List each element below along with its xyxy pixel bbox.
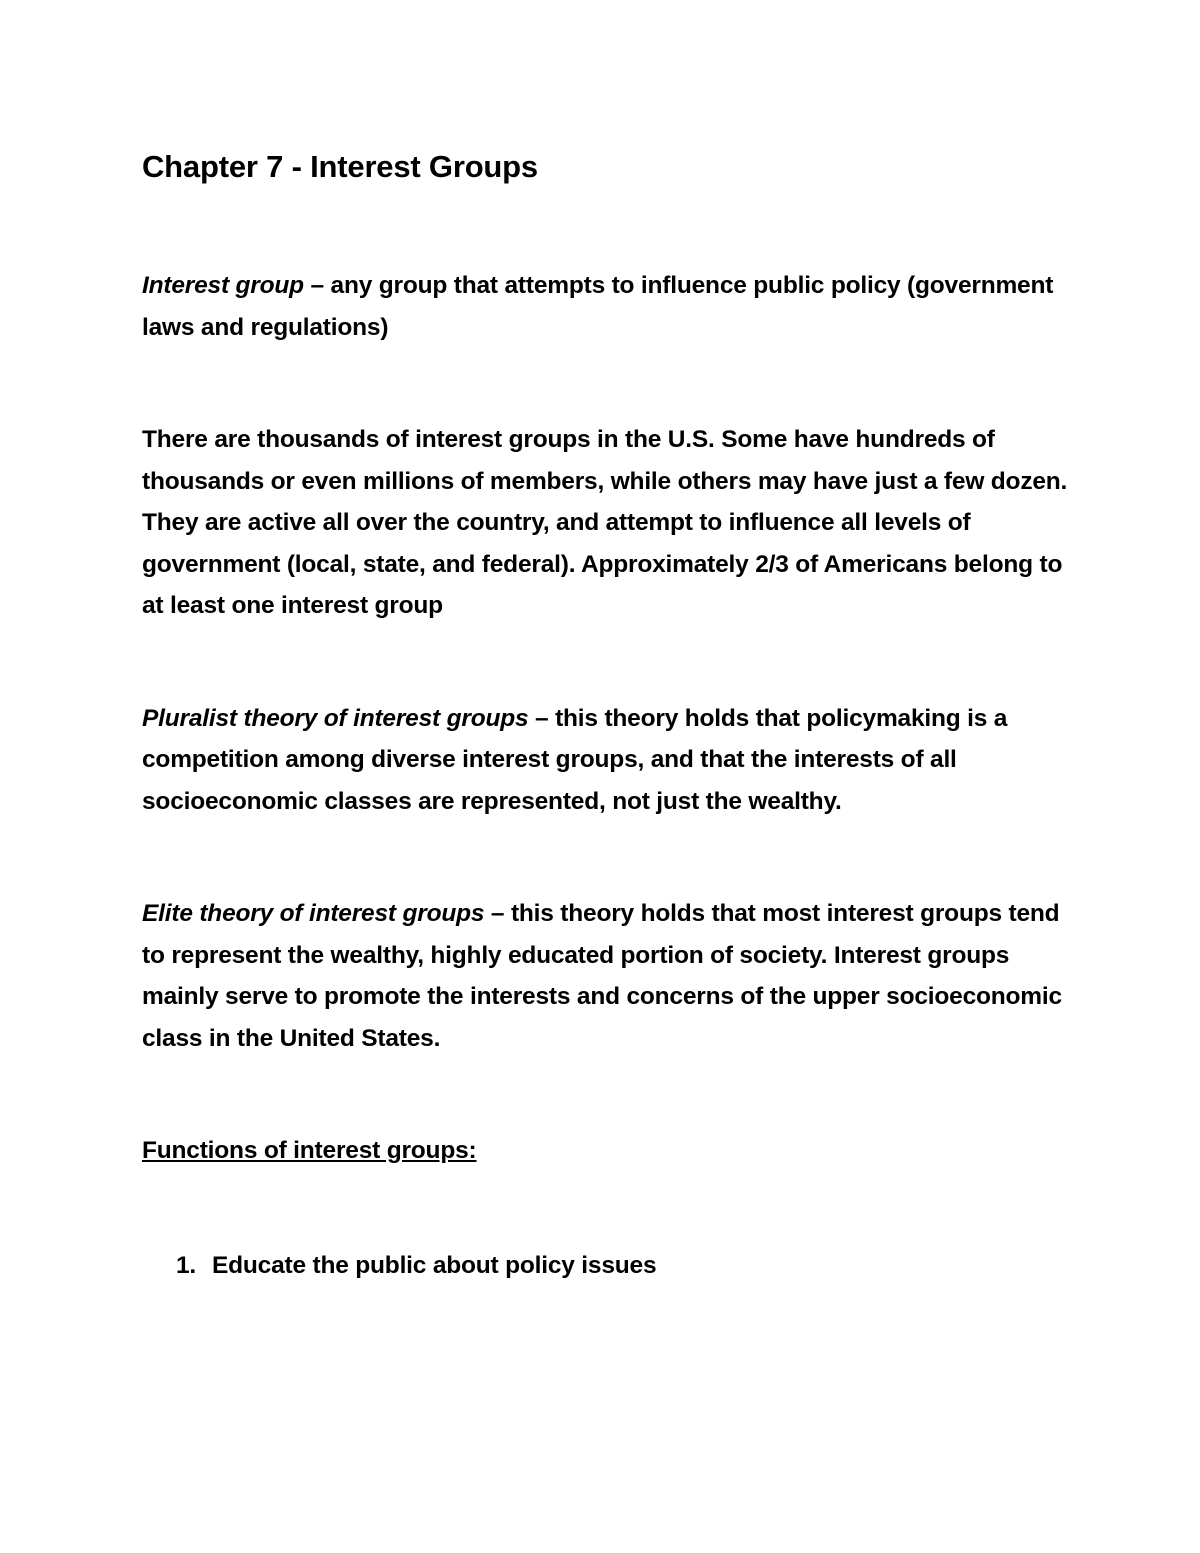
definition-interest-group [142, 265, 1072, 348]
list-item-text: Educate the public about policy issues [212, 1251, 657, 1279]
definition-text: this theory holds that policymaking is a competition among diverse interest groups, and that the interests of all socioeconomic classes are represented, not just the wealthy. [142, 704, 1008, 815]
spacer [142, 194, 1072, 265]
definition-term: Elite theory of interest groups [142, 900, 485, 927]
spacer [142, 348, 1072, 419]
paragraph-interest-groups-overview: There are thousands of interest groups in the U.S. Some have hundreds of thousands or even millions of members, while others may have just a few dozen. They are active all over the country, and attempt to influence all levels of government (local, state, and federal). Approximately 2/3 of Americans belong to at least one interest group [142, 426, 1068, 619]
list-item-number: 1. [176, 1251, 197, 1279]
functions-list [142, 1245, 1072, 1287]
definition-pluralist-theory [142, 698, 1072, 823]
spacer [142, 627, 1072, 698]
spacer [142, 1172, 1072, 1245]
definition-separator: – [528, 704, 556, 732]
definition-elite-theory [142, 893, 1072, 1059]
document-body [142, 140, 1072, 1286]
definition-text: this theory holds that most interest groups tend to represent the wealthy, highly educated portion of society. Interest groups mainly serve to promote the interests and concerns of the upper socioeconomic class in the United States. [142, 900, 1062, 1052]
spacer [142, 1059, 1072, 1130]
definition-text: any group that attempts to influence public policy (government laws and regulations) [142, 272, 1054, 341]
list-item [142, 1245, 1072, 1287]
definition-term: Pluralist theory of interest groups [142, 704, 529, 732]
definition-separator: – [303, 272, 331, 299]
page-title: Chapter 7 - Interest Groups [142, 149, 538, 184]
definition-separator: – [484, 900, 511, 927]
functions-heading: Functions of interest groups: [142, 1137, 477, 1164]
definition-term: Interest group [142, 272, 304, 299]
spacer [142, 822, 1072, 893]
